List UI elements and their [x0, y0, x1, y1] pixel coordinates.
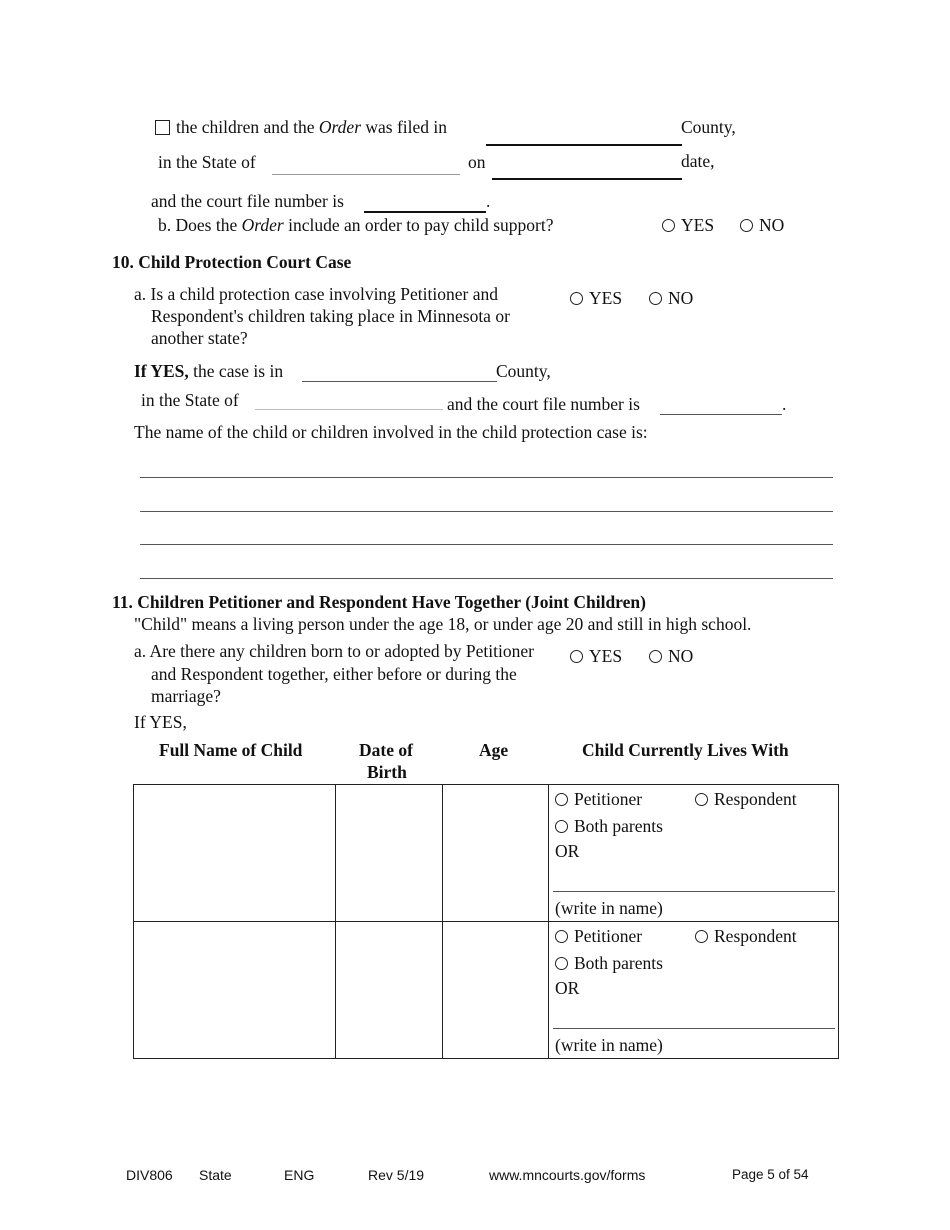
child-protection-question-line1: a. Is a child protection case involving Petitioner and — [134, 284, 498, 304]
joint-children-question-line2: and Respondent together, either before or during the — [151, 664, 517, 684]
child-name-cell[interactable] — [134, 785, 336, 922]
section-11-heading: 11. Children Petitioner and Respondent Have Together (Joint Children) — [112, 592, 646, 612]
if-yes-label: If YES, — [134, 712, 187, 732]
radio-icon — [570, 650, 583, 663]
joint-children-question-line1: a. Are there any children born to or adopted by Petitioner — [134, 641, 534, 661]
footer-lang: ENG — [284, 1167, 315, 1183]
radio-icon — [740, 219, 753, 232]
order-county-label: County, — [681, 117, 736, 137]
footer-url: www.mncourts.gov/forms — [489, 1167, 646, 1183]
radio-icon — [570, 292, 583, 305]
radio-icon — [555, 793, 568, 806]
radio-icon — [555, 957, 568, 970]
if-yes-case-county-label: If YES, the case is in — [134, 361, 284, 381]
children-names-line-4[interactable] — [140, 578, 833, 579]
order-date-field[interactable] — [492, 178, 682, 180]
joint-children-table — [133, 784, 839, 1059]
lives-with-cell — [549, 922, 839, 1059]
radio-icon — [555, 820, 568, 833]
col-header-name: Full Name of Child — [159, 740, 303, 760]
write-in-name-label: (write in name) — [555, 898, 663, 918]
table-row — [134, 922, 839, 1059]
order-state-field[interactable] — [272, 174, 460, 175]
child-protection-yes-radio[interactable]: YES — [570, 288, 622, 309]
child-protection-question-line2: Respondent's children taking place in Minnesota or — [151, 306, 510, 326]
case-county-label: County, — [496, 361, 551, 381]
lives-with-petitioner-radio[interactable]: Petitioner — [555, 926, 642, 947]
joint-children-yes-radio[interactable]: YES — [570, 646, 622, 667]
order-state-label: in the State of — [158, 152, 256, 172]
col-header-dob-line1: Date of — [359, 740, 413, 760]
case-file-number-period: . — [782, 394, 787, 414]
case-file-number-field[interactable] — [660, 414, 782, 415]
write-in-name-field[interactable] — [553, 891, 835, 892]
col-header-dob-line2: Birth — [367, 762, 407, 782]
child-support-no-radio[interactable]: NO — [740, 215, 784, 236]
order-file-number-field[interactable] — [364, 211, 486, 213]
section-10-heading: 10. Child Protection Court Case — [112, 252, 352, 272]
lives-with-both-radio[interactable]: Both parents — [555, 816, 663, 837]
radio-icon — [555, 930, 568, 943]
lives-with-both-radio[interactable]: Both parents — [555, 953, 663, 974]
order-file-number-period: . — [486, 191, 491, 211]
order-on-label: on — [468, 152, 486, 172]
child-name-cell[interactable] — [134, 922, 336, 1059]
case-state-label: in the State of — [141, 390, 239, 410]
lives-with-respondent-radio[interactable]: Respondent — [695, 926, 797, 947]
joint-children-question-line3: marriage? — [151, 686, 221, 706]
children-order-checkbox-line: the children and the Order was filed in — [155, 117, 447, 138]
case-county-field[interactable] — [302, 381, 497, 382]
child-age-cell[interactable] — [443, 785, 549, 922]
child-protection-no-radio[interactable]: NO — [649, 288, 693, 309]
table-row — [134, 785, 839, 922]
lives-with-respondent-radio[interactable]: Respondent — [695, 789, 797, 810]
col-header-lives-with: Child Currently Lives With — [582, 740, 789, 760]
child-age-cell[interactable] — [443, 922, 549, 1059]
write-in-name-field[interactable] — [553, 1028, 835, 1029]
children-names-label: The name of the child or children involved in the child protection case is: — [134, 422, 648, 442]
child-dob-cell[interactable] — [336, 922, 443, 1059]
order-date-label: date, — [681, 151, 715, 171]
case-state-field[interactable] — [255, 409, 443, 410]
radio-icon — [662, 219, 675, 232]
radio-icon — [695, 930, 708, 943]
footer-rev: Rev 5/19 — [368, 1167, 425, 1183]
lives-with-petitioner-radio[interactable]: Petitioner — [555, 789, 642, 810]
joint-children-no-radio[interactable]: NO — [649, 646, 693, 667]
footer-page: Page 5 of 54 — [732, 1167, 809, 1182]
write-in-name-label: (write in name) — [555, 1035, 663, 1055]
or-label: OR — [555, 841, 580, 861]
child-support-question: b. Does the Order include an order to pay child support? — [158, 215, 554, 235]
children-names-line-2[interactable] — [140, 511, 833, 512]
children-order-checkbox[interactable] — [155, 120, 170, 135]
radio-icon — [649, 650, 662, 663]
col-header-age: Age — [479, 740, 509, 760]
children-names-line-1[interactable] — [140, 477, 833, 478]
footer-state: State — [199, 1167, 232, 1183]
or-label: OR — [555, 978, 580, 998]
case-file-number-label: and the court file number is — [447, 394, 640, 414]
child-definition: "Child" means a living person under the age 18, or under age 20 and still in high school. — [134, 614, 752, 634]
child-dob-cell[interactable] — [336, 785, 443, 922]
child-support-yes-radio[interactable]: YES — [662, 215, 714, 236]
order-county-field[interactable] — [486, 144, 682, 146]
children-names-line-3[interactable] — [140, 544, 833, 545]
radio-icon — [649, 292, 662, 305]
radio-icon — [695, 793, 708, 806]
child-protection-question-line3: another state? — [151, 328, 248, 348]
lives-with-cell — [549, 785, 839, 922]
order-file-number-label: and the court file number is — [151, 191, 344, 211]
footer-form-id: DIV806 — [126, 1167, 173, 1183]
